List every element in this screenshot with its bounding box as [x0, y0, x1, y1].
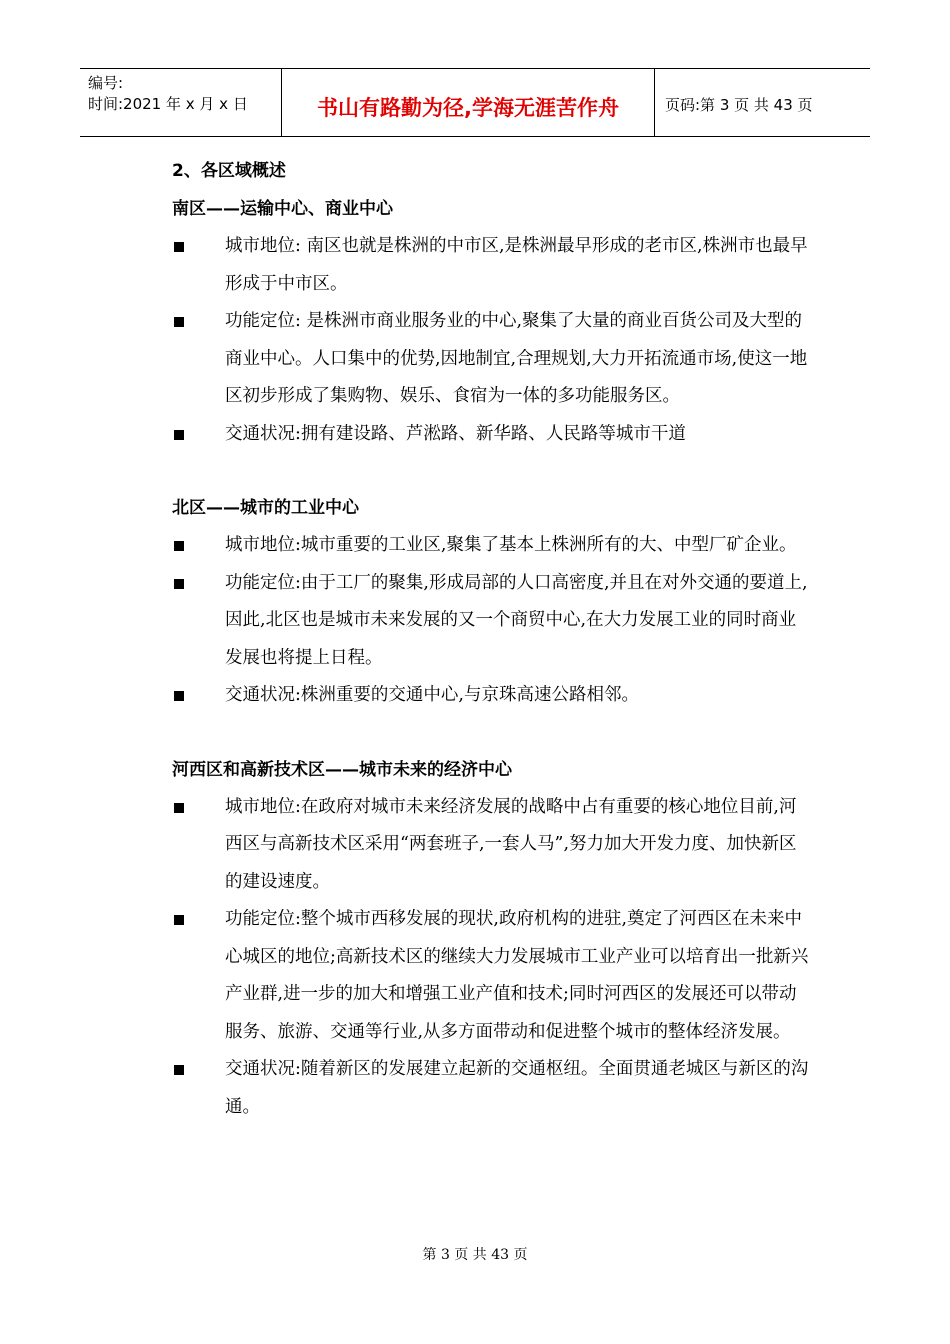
list-item — [172, 527, 812, 565]
bullet-text: 城市地位:城市重要的工业区,聚集了基本上株洲所有的大、中型厂矿企业。 — [225, 535, 797, 555]
time-label: 时间:2021 年 x 月 x 日 — [88, 95, 248, 113]
header-page-code: 页码:第 3 页 共 43 页 — [665, 96, 813, 114]
bullet-text: 城市地位: 南区也就是株洲的中市区,是株洲最早形成的老市区,株洲市也最早形成于中市区。 — [225, 236, 808, 294]
spacer — [172, 453, 812, 489]
list-item — [172, 565, 812, 678]
header-info-cell — [80, 69, 282, 136]
spacer — [172, 715, 812, 751]
section-title: 2、各区域概述 — [172, 161, 286, 181]
bullet-square-icon — [174, 541, 184, 551]
bullet-text: 交通状况:拥有建设路、芦淞路、新华路、人民路等城市干道 — [225, 423, 686, 444]
bullet-square-icon — [174, 579, 184, 589]
bullet-square-icon — [174, 691, 184, 701]
bullet-text: 交通状况:株洲重要的交通中心,与京珠高速公路相邻。 — [225, 685, 639, 705]
list-item — [172, 416, 812, 454]
page-footer: 第 3 页 共 43 页 — [422, 1247, 528, 1263]
number-label: 编号: — [88, 74, 124, 92]
list-item — [172, 228, 812, 303]
bullet-square-icon — [174, 1065, 184, 1075]
bullet-text: 功能定位:由于工厂的聚集,形成局部的人口高密度,并且在对外交通的要道上,因此,北区也是城市未来发展的又一个商贸中心,在大力发展工业的同时商业发展也将提上日程。 — [225, 572, 808, 668]
list-item — [172, 789, 812, 902]
list-item — [172, 1051, 812, 1126]
bullet-square-icon — [174, 803, 184, 813]
document-body — [172, 152, 812, 1126]
page-header — [80, 68, 870, 137]
bullet-text: 交通状况:随着新区的发展建立起新的交通枢纽。全面贯通老城区与新区的沟通。 — [225, 1059, 809, 1117]
bullet-text: 功能定位: 是株洲市商业服务业的中心,聚集了大量的商业百货公司及大型的商业中心。人口集中的优势,因地制宜,合理规划,大力开拓流通市场,使这一地区初步形成了集购物、娱乐、食宿为一体的多功能服务区。 — [225, 311, 808, 406]
region-heading-south: 南区——运输中心、商业中心 — [172, 199, 393, 219]
bullet-list-hexi — [172, 789, 812, 1127]
header-motto: 书山有路勤为径,学海无涯苦作舟 — [282, 69, 655, 136]
list-item — [172, 677, 812, 715]
region-heading-hexi: 河西区和高新技术区——城市未来的经济中心 — [172, 759, 512, 780]
bullet-text: 功能定位:整个城市西移发展的现状,政府机构的进驻,奠定了河西区在未来中心城区的地位;高新技术区的继续大力发展城市工业产业可以培育出一批新兴产业群,进一步的加大和增强工业产值和技术;同时河西区的发展还可以带动服务、旅游、交通等行业,从多方面带动和促进整个城市的整体经济发展。 — [225, 909, 809, 1042]
bullet-square-icon — [174, 430, 184, 440]
bullet-text: 城市地位:在政府对城市未来经济发展的战略中占有重要的核心地位目前,河西区与高新技术区采用“两套班子,一套人马”,努力加大开发力度、加快新区的建设速度。 — [225, 796, 797, 892]
list-item — [172, 901, 812, 1051]
bullet-list-north — [172, 527, 812, 715]
bullet-list-south — [172, 228, 812, 453]
bullet-square-icon — [174, 317, 184, 327]
list-item — [172, 303, 812, 416]
bullet-square-icon — [174, 242, 184, 252]
region-heading-north: 北区——城市的工业中心 — [172, 498, 359, 518]
bullet-square-icon — [174, 915, 184, 925]
